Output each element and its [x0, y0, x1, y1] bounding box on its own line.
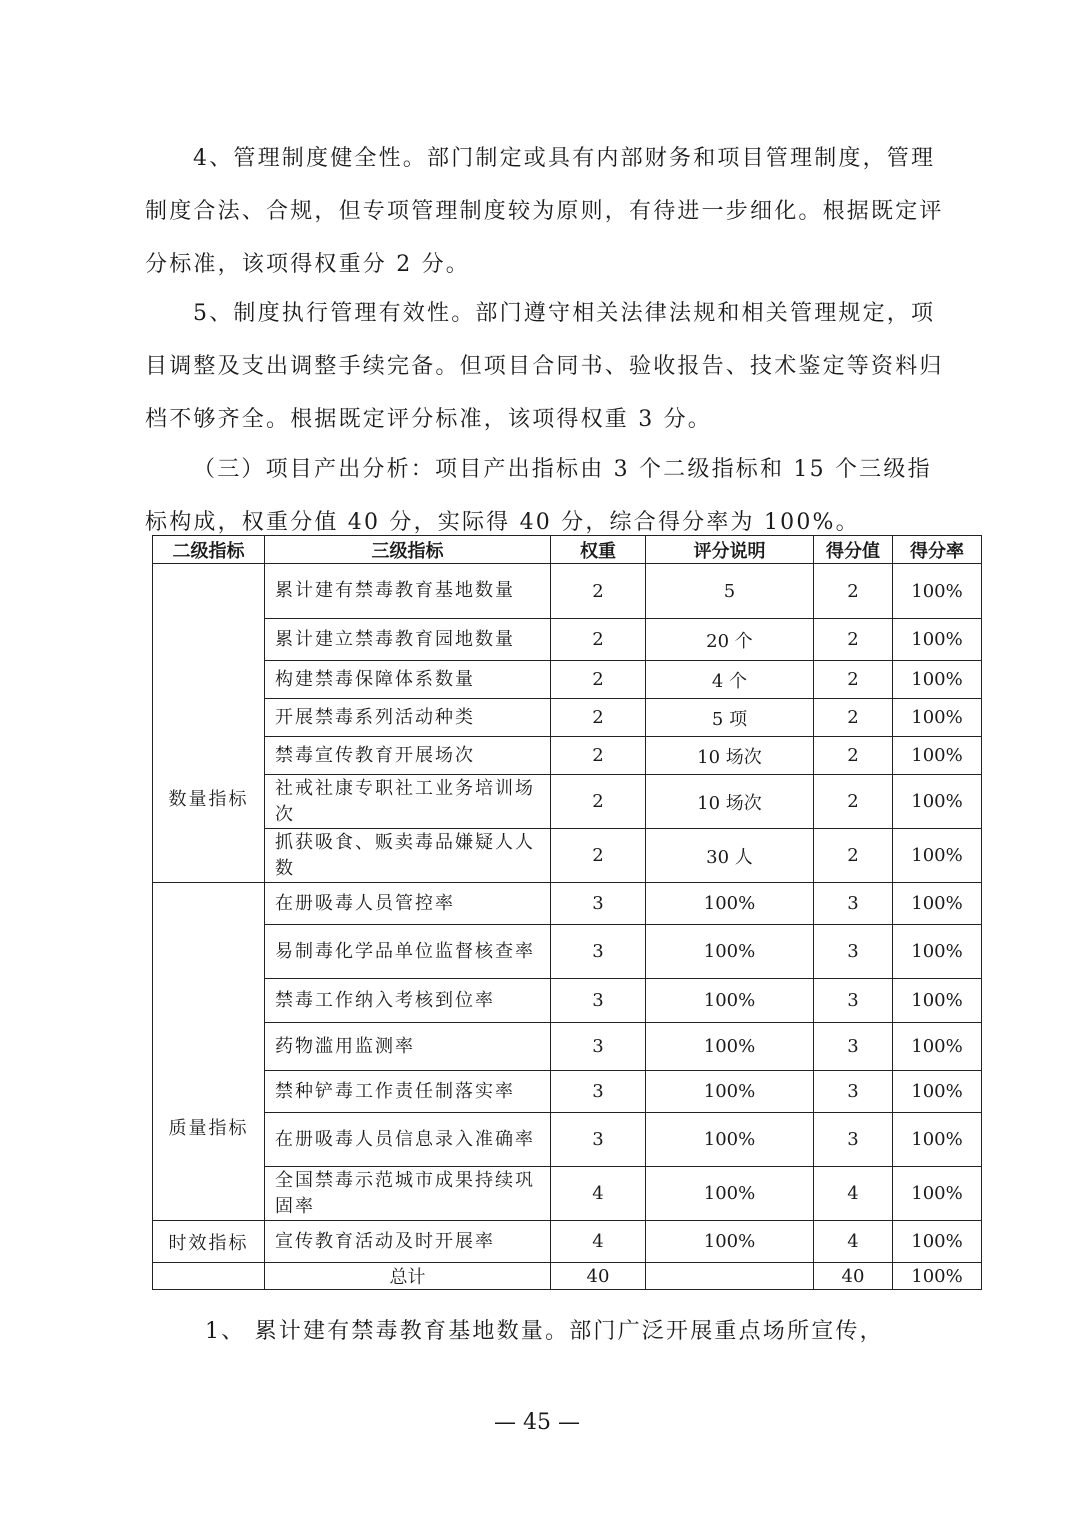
paragraph-output-analysis	[145, 443, 945, 549]
note-cell: 100%	[646, 1167, 814, 1221]
note-cell: 20 个	[646, 619, 814, 661]
paragraph-text: （三）项目产出分析：项目产出指标由 3 个二级指标和 15 个三级指标构成，权重分值 40 分，实际得 40 分，综合得分率为 100%。	[145, 457, 932, 535]
weight-cell: 2	[551, 775, 646, 829]
indicator-cell: 在册吸毒人员管控率	[265, 883, 551, 925]
total-weight-cell: 40	[551, 1263, 646, 1290]
rate-cell: 100%	[893, 829, 982, 883]
indicator-cell: 抓获吸食、贩卖毒品嫌疑人人数	[265, 829, 551, 883]
table-row	[153, 1167, 982, 1221]
score-cell: 2	[814, 619, 893, 661]
page-number: — 45 —	[494, 1410, 580, 1435]
paragraph-text: 5、制度执行管理有效性。部门遵守相关法律法规和相关管理规定，项目调整及支出调整手续完备。但项目合同书、验收报告、技术鉴定等资料归档不够齐全。根据既定评分标准，该项得权重 3 分。	[145, 301, 944, 432]
table-row	[153, 564, 982, 619]
rate-cell: 100%	[893, 737, 982, 775]
weight-cell: 4	[551, 1167, 646, 1221]
score-cell: 2	[814, 699, 893, 737]
table-row	[153, 1113, 982, 1167]
weight-cell: 3	[551, 883, 646, 925]
rate-cell: 100%	[893, 925, 982, 979]
header-cell: 得分值	[814, 536, 893, 564]
indicator-cell: 宣传教育活动及时开展率	[265, 1221, 551, 1263]
indicator-cell: 累计建立禁毒教育园地数量	[265, 619, 551, 661]
rate-cell: 100%	[893, 699, 982, 737]
score-cell: 3	[814, 883, 893, 925]
note-cell: 5 项	[646, 699, 814, 737]
table-row	[153, 1221, 982, 1263]
score-cell: 4	[814, 1167, 893, 1221]
score-cell: 3	[814, 1071, 893, 1113]
indicator-cell: 构建禁毒保障体系数量	[265, 661, 551, 699]
rate-cell: 100%	[893, 775, 982, 829]
table-row	[153, 699, 982, 737]
rate-cell: 100%	[893, 619, 982, 661]
rate-cell: 100%	[893, 1167, 982, 1221]
rate-cell: 100%	[893, 1023, 982, 1071]
header-cell: 权重	[551, 536, 646, 564]
group-cell: 数量指标	[153, 564, 265, 883]
table-row	[153, 1071, 982, 1113]
table-row	[153, 619, 982, 661]
weight-cell: 2	[551, 737, 646, 775]
weight-cell: 3	[551, 925, 646, 979]
table-row	[153, 829, 982, 883]
paragraph-system-execution	[145, 287, 945, 446]
note-cell: 100%	[646, 1023, 814, 1071]
header-cell: 评分说明	[646, 536, 814, 564]
score-cell: 2	[814, 737, 893, 775]
group-cell: 时效指标	[153, 1221, 265, 1263]
note-cell: 100%	[646, 979, 814, 1023]
table-row	[153, 1023, 982, 1071]
table-row	[153, 737, 982, 775]
weight-cell: 4	[551, 1221, 646, 1263]
weight-cell: 3	[551, 1023, 646, 1071]
total-score-cell: 40	[814, 1263, 893, 1290]
indicator-cell: 禁种铲毒工作责任制落实率	[265, 1071, 551, 1113]
output-indicator-table	[152, 535, 982, 1290]
score-cell: 3	[814, 925, 893, 979]
total-label-cell: 总计	[265, 1263, 551, 1290]
note-cell: 100%	[646, 1071, 814, 1113]
paragraph-text: 4、管理制度健全性。部门制定或具有内部财务和项目管理制度，管理制度合法、合规，但专项管理制度较为原则，有待进一步细化。根据既定评分标准，该项得权重分 2 分。	[145, 146, 944, 277]
table-header-row	[153, 536, 982, 564]
score-cell: 3	[814, 1113, 893, 1167]
table-row	[153, 925, 982, 979]
note-cell: 5	[646, 564, 814, 619]
score-cell: 2	[814, 829, 893, 883]
paragraph-text: 1、 累计建有禁毒教育基地数量。部门广泛开展重点场所宣传，	[205, 1319, 884, 1344]
score-cell: 2	[814, 775, 893, 829]
note-cell: 100%	[646, 883, 814, 925]
indicator-cell: 禁毒宣传教育开展场次	[265, 737, 551, 775]
weight-cell: 2	[551, 564, 646, 619]
indicator-cell: 开展禁毒系列活动种类	[265, 699, 551, 737]
score-cell: 4	[814, 1221, 893, 1263]
group-cell: 质量指标	[153, 883, 265, 1221]
score-cell: 2	[814, 661, 893, 699]
table-row	[153, 979, 982, 1023]
indicator-cell: 禁毒工作纳入考核到位率	[265, 979, 551, 1023]
score-cell: 2	[814, 564, 893, 619]
weight-cell: 2	[551, 619, 646, 661]
indicator-cell: 全国禁毒示范城市成果持续巩固率	[265, 1167, 551, 1221]
rate-cell: 100%	[893, 883, 982, 925]
indicator-cell: 社戒社康专职社工业务培训场次	[265, 775, 551, 829]
paragraph-education-base	[145, 1305, 945, 1358]
rate-cell: 100%	[893, 661, 982, 699]
note-cell: 10 场次	[646, 775, 814, 829]
total-blank-cell	[153, 1263, 265, 1290]
note-cell: 100%	[646, 1221, 814, 1263]
header-cell: 三级指标	[265, 536, 551, 564]
indicator-cell: 在册吸毒人员信息录入准确率	[265, 1113, 551, 1167]
table-row	[153, 775, 982, 829]
weight-cell: 3	[551, 1113, 646, 1167]
note-cell: 10 场次	[646, 737, 814, 775]
rate-cell: 100%	[893, 1113, 982, 1167]
total-rate-cell: 100%	[893, 1263, 982, 1290]
indicator-cell: 易制毒化学品单位监督核查率	[265, 925, 551, 979]
header-cell: 二级指标	[153, 536, 265, 564]
table-row	[153, 661, 982, 699]
score-cell: 3	[814, 1023, 893, 1071]
weight-cell: 2	[551, 699, 646, 737]
rate-cell: 100%	[893, 564, 982, 619]
weight-cell: 2	[551, 829, 646, 883]
indicator-cell: 累计建有禁毒教育基地数量	[265, 564, 551, 619]
total-row	[153, 1263, 982, 1290]
weight-cell: 3	[551, 979, 646, 1023]
note-cell: 30 人	[646, 829, 814, 883]
weight-cell: 2	[551, 661, 646, 699]
score-cell: 3	[814, 979, 893, 1023]
rate-cell: 100%	[893, 1071, 982, 1113]
rate-cell: 100%	[893, 1221, 982, 1263]
paragraph-management-system	[145, 132, 945, 291]
total-note-cell	[646, 1263, 814, 1290]
note-cell: 100%	[646, 1113, 814, 1167]
rate-cell: 100%	[893, 979, 982, 1023]
header-cell: 得分率	[893, 536, 982, 564]
table-row	[153, 883, 982, 925]
note-cell: 100%	[646, 925, 814, 979]
indicator-cell: 药物滥用监测率	[265, 1023, 551, 1071]
note-cell: 4 个	[646, 661, 814, 699]
weight-cell: 3	[551, 1071, 646, 1113]
